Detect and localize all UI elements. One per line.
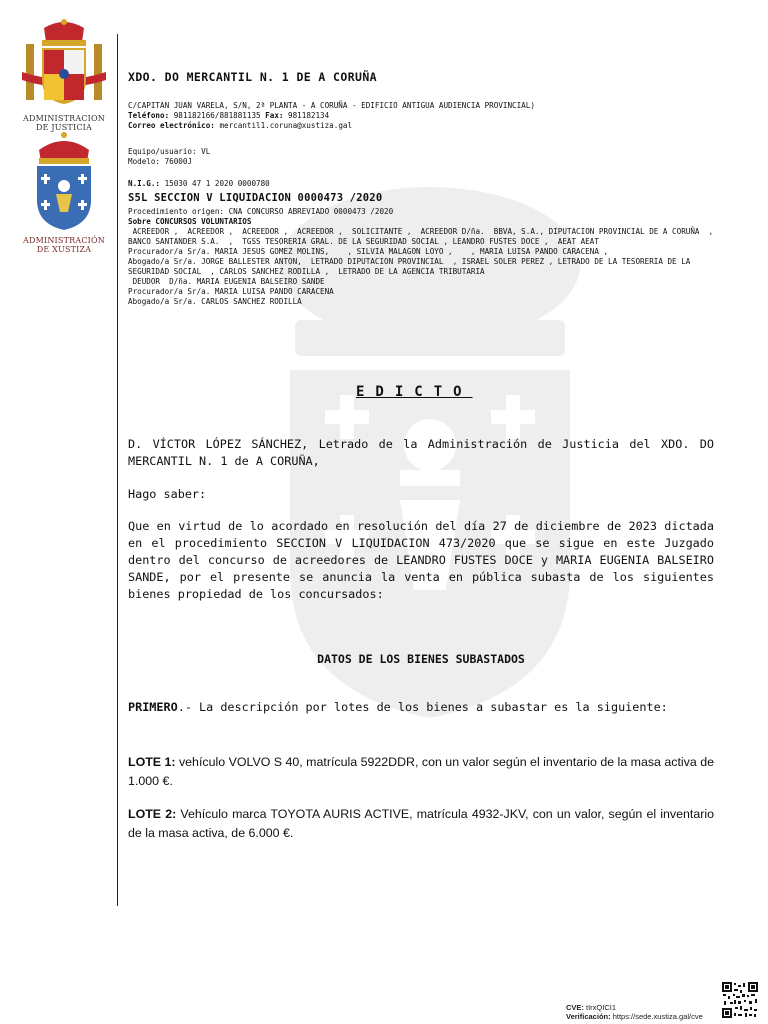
xustiza-logo: [14, 128, 114, 254]
verification-line: [566, 1012, 703, 1021]
sobre-line: Sobre CONCURSOS VOLUNTARIOS: [128, 217, 252, 226]
qr-code-icon[interactable]: [722, 982, 758, 1018]
primero-label: PRIMERO: [128, 700, 178, 714]
email-line: [128, 121, 718, 131]
deudor: DEUDOR D/ña. MARIA EUGENIA BALSEIRO SANDE: [128, 277, 325, 286]
nig-value: 15030 47 1 2020 0000780: [160, 179, 270, 188]
deudor-procurador: Procurador/a Sr/a. MARIA LUISA PANDO CARACENA: [128, 287, 334, 296]
court-address: C/CAPITAN JUAN VARELA, S/N, 2ª PLANTA - A CORUÑA - EDIFICIO ANTIGUA AUDIENCIA PROVINCIAL): [128, 101, 535, 110]
equipo-usuario: Equipo/usuario: VL: [128, 147, 211, 156]
xustiza-caption-line2: DE XUSTIZA: [36, 245, 92, 254]
phone-line: [128, 111, 718, 121]
edict-paragraph: Que en virtud de lo acordado en resolución del día 27 de diciembre de 2023 dictada en el procedimiento SECCION V LIQUIDACION 473/2020 que se sigue en este Juzgado dentro del concurso de acreedores de LEANDRO FUSTES DOCE y MARIA EUGENIA BALSEIRO SANDE, por el presente se anuncia la venta en pública subasta de los siguientes bienes propiedad de los concursados:: [128, 519, 714, 601]
justicia-caption-line2: DE JUSTICIA: [36, 123, 92, 132]
phone-value: 981182166/881881135: [169, 111, 266, 120]
hago-saber: Hago saber:: [128, 487, 207, 501]
cve-value: tIrxQICI1: [583, 1003, 617, 1012]
lote-1-text: vehículo VOLVO S 40, matrícula 5922DDR, con un valor según el inventario de la masa activa de 1.000 €.: [128, 755, 714, 788]
case-number: S5L SECCION V LIQUIDACION 0000473 /2020: [128, 192, 383, 204]
modelo: Modelo: 76000J: [128, 157, 193, 166]
left-margin-rule: [117, 34, 118, 906]
fax-label: Fax:: [265, 111, 284, 120]
edict-title: EDICTO: [356, 384, 473, 400]
procedimiento-origen: Procedimiento origen: CNA CONCURSO ABREVIADO 0000473 /2020: [128, 207, 394, 216]
lote-2: [128, 805, 714, 843]
verification-url: https://sede.xustiza.gal/cve: [610, 1012, 703, 1021]
primero-text: .- La descripción por lotes de los bienes a subastar es la siguiente:: [177, 700, 668, 714]
fax-value: 981182134: [283, 111, 330, 120]
email-label: Correo electrónico:: [128, 121, 215, 130]
nig-line: [128, 179, 718, 189]
procuradores: Procurador/a Sr/a. MARIA JESUS GOMEZ MOLINS, , SILVIA MALAGON LOYO , , MARIA LUISA PANDO CARACENA ,: [128, 247, 609, 256]
verification-label: Verificación:: [566, 1012, 611, 1021]
phone-label: Teléfono:: [128, 111, 170, 120]
verification-footer: [566, 1003, 703, 1021]
cve-label: CVE:: [566, 1003, 584, 1012]
cve-line: [566, 1003, 703, 1012]
parties-block: [128, 207, 723, 307]
parties-list: ACREEDOR , ACREEDOR , ACREEDOR , ACREEDOR , SOLICITANTE , ACREEDOR D/ña. BBVA, S.A., DIPUTACION PROVINCIAL DE A CORUÑA , BANCO SANTANDER S.A. , TGSS TESORERIA GRAL. DE LA SEGURIDAD SOCIAL , LEANDRO FUSTES DOCE , AEAT AEAT: [128, 227, 723, 246]
justicia-logo: [14, 18, 114, 132]
lote-1: [128, 753, 714, 791]
court-title: XDO. DO MERCANTIL N. 1 DE A CORUÑA: [128, 70, 378, 84]
section-heading: DATOS DE LOS BIENES SUBASTADOS: [317, 652, 525, 666]
spain-coat-of-arms-icon: [20, 18, 108, 110]
justicia-caption-line1: ADMINISTRACION: [23, 114, 105, 123]
lote-2-text: Vehículo marca TOYOTA AURIS ACTIVE, matrícula 4932-JKV, con un valor, según el inventario de la masa activa, de 6.000 €.: [128, 807, 714, 840]
galicia-coat-of-arms-icon: [29, 128, 99, 232]
email-value: mercantil1.coruna@xustiza.gal: [214, 121, 353, 130]
equipo-block: [128, 147, 718, 167]
lote-2-label: LOTE 2:: [128, 807, 177, 821]
deudor-abogado: Abogado/a Sr/a. CARLOS SANCHEZ RODILLA: [128, 297, 302, 306]
lote-1-label: LOTE 1:: [128, 755, 176, 769]
edict-intro: D. VÍCTOR LÓPEZ SÁNCHEZ, Letrado de la Administración de Justicia del XDO. DO MERCANTIL N. 1 de A CORUÑA,: [128, 437, 714, 468]
abogados: Abogado/a Sr/a. JORGE BALLESTER ANTON, LETRADO DIPUTACION PROVINCIAL , ISRAEL SOLER PEREZ , LETRADO DE LA TESORERIA DE LA SEGURIDAD SOCIAL , CARLOS SANCHEZ RODILLA , LETRADO DE LA AGENCIA TRIBUTARIA: [128, 257, 695, 276]
nig-label: N.I.G.:: [128, 179, 161, 188]
court-contact: [128, 101, 718, 131]
xustiza-caption-line1: ADMINISTRACIÓN: [23, 236, 105, 245]
primero-paragraph: [128, 699, 714, 716]
